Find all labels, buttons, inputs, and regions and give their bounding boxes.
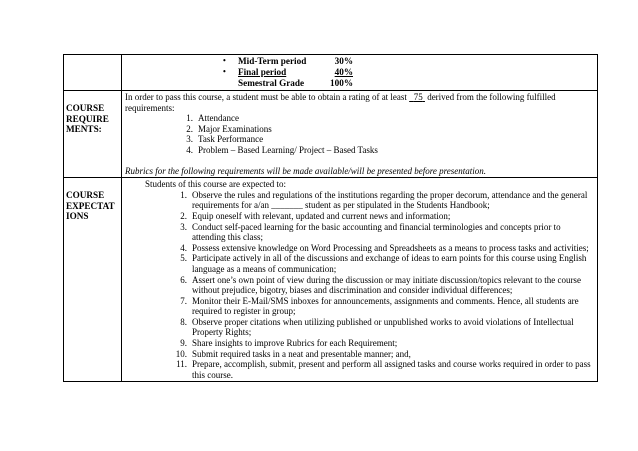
grade-value: 40% xyxy=(334,67,353,78)
grade-name: Mid-Term period xyxy=(238,56,307,67)
list-item: 2. Major Examinations xyxy=(186,123,272,134)
requirements-label: COURSE REQUIRE MENTS: xyxy=(64,91,122,178)
expectations-list xyxy=(125,190,594,381)
list-item: 1. Observe the rules and regulations of the institutions regarding the proper decorum, attendance and the general requirements for a/an _______ student as per stipulated in the Students Handbook; xyxy=(180,189,588,211)
list-item: 10. Submit required tasks in a neat and presentable manner; and, xyxy=(175,348,411,359)
grade-item-midterm xyxy=(125,56,594,67)
grade-item-final xyxy=(125,67,594,78)
rubric-note: Rubrics for the following requirements will be made available/will be presented before presentation. xyxy=(125,165,487,176)
list-item: 4. Possess extensive knowledge on Word Processing and Spreadsheets as a means to process tasks and activities; xyxy=(180,242,589,253)
requirements-intro: In order to pass this course, a student must be able to obtain a rating of at least 75 derived from the following fulfilled requirements: xyxy=(125,92,556,113)
grade-value: 30% xyxy=(334,56,353,67)
expectations-cell xyxy=(122,178,598,382)
list-item: 1. Attendance xyxy=(186,113,239,124)
grades-cell xyxy=(122,55,598,91)
grade-name: Semestral Grade xyxy=(238,78,305,89)
bullet-icon: • xyxy=(223,67,226,77)
grade-item-semestral xyxy=(125,78,594,89)
requirements-list xyxy=(125,113,594,155)
expectations-intro: Students of this course are expected to: xyxy=(145,179,286,190)
list-item: 2. Equip oneself with relevant, updated and current news and information; xyxy=(180,210,451,221)
grades-row xyxy=(64,55,598,91)
grade-value: 100% xyxy=(330,78,353,89)
list-item: 7. Monitor their E-Mail/SMS inboxes for announcements, assignments and comments. Hence, all students are required to register in group; xyxy=(180,295,579,317)
grades-label-cell xyxy=(64,55,122,91)
list-item: 3. Conduct self-paced learning for the basic accounting and financial terminologies and concepts prior to attending this class; xyxy=(180,221,561,243)
expectations-row xyxy=(64,178,598,382)
list-item: 5. Participate actively in all of the discussions and exchange of ideas to earn points for this course using English language as a means of communication; xyxy=(180,253,587,274)
required-rating: 75 xyxy=(413,92,423,102)
syllabus-document xyxy=(63,54,598,382)
list-item: 9. Share insights to improve Rubrics for each Requirement; xyxy=(180,338,398,349)
bullet-icon: • xyxy=(223,56,226,66)
list-item: 8. Observe proper citations when utilizing published or unpublished works to avoid violations of Intellectual Property Rights; xyxy=(180,316,574,338)
list-item: 11. Prepare, accomplish, submit, present and perform all assigned tasks and course works required in order to pass this course. xyxy=(176,359,591,380)
list-item: 4. Problem – Based Learning/ Project – Based Tasks xyxy=(186,144,378,155)
list-item: 3. Task Performance xyxy=(186,134,264,145)
requirements-row xyxy=(64,91,598,178)
grade-name: Final period xyxy=(238,67,287,78)
requirements-cell xyxy=(122,91,598,178)
list-item: 6. Assert one’s own point of view during the discussion or may initiate discussion/topics relevant to the course without prejudice, bigotry, biases and discrimination and consider individual differences; xyxy=(180,274,581,296)
syllabus-table xyxy=(63,54,598,382)
expectations-label: COURSE EXPECTAT IONS xyxy=(64,178,122,382)
